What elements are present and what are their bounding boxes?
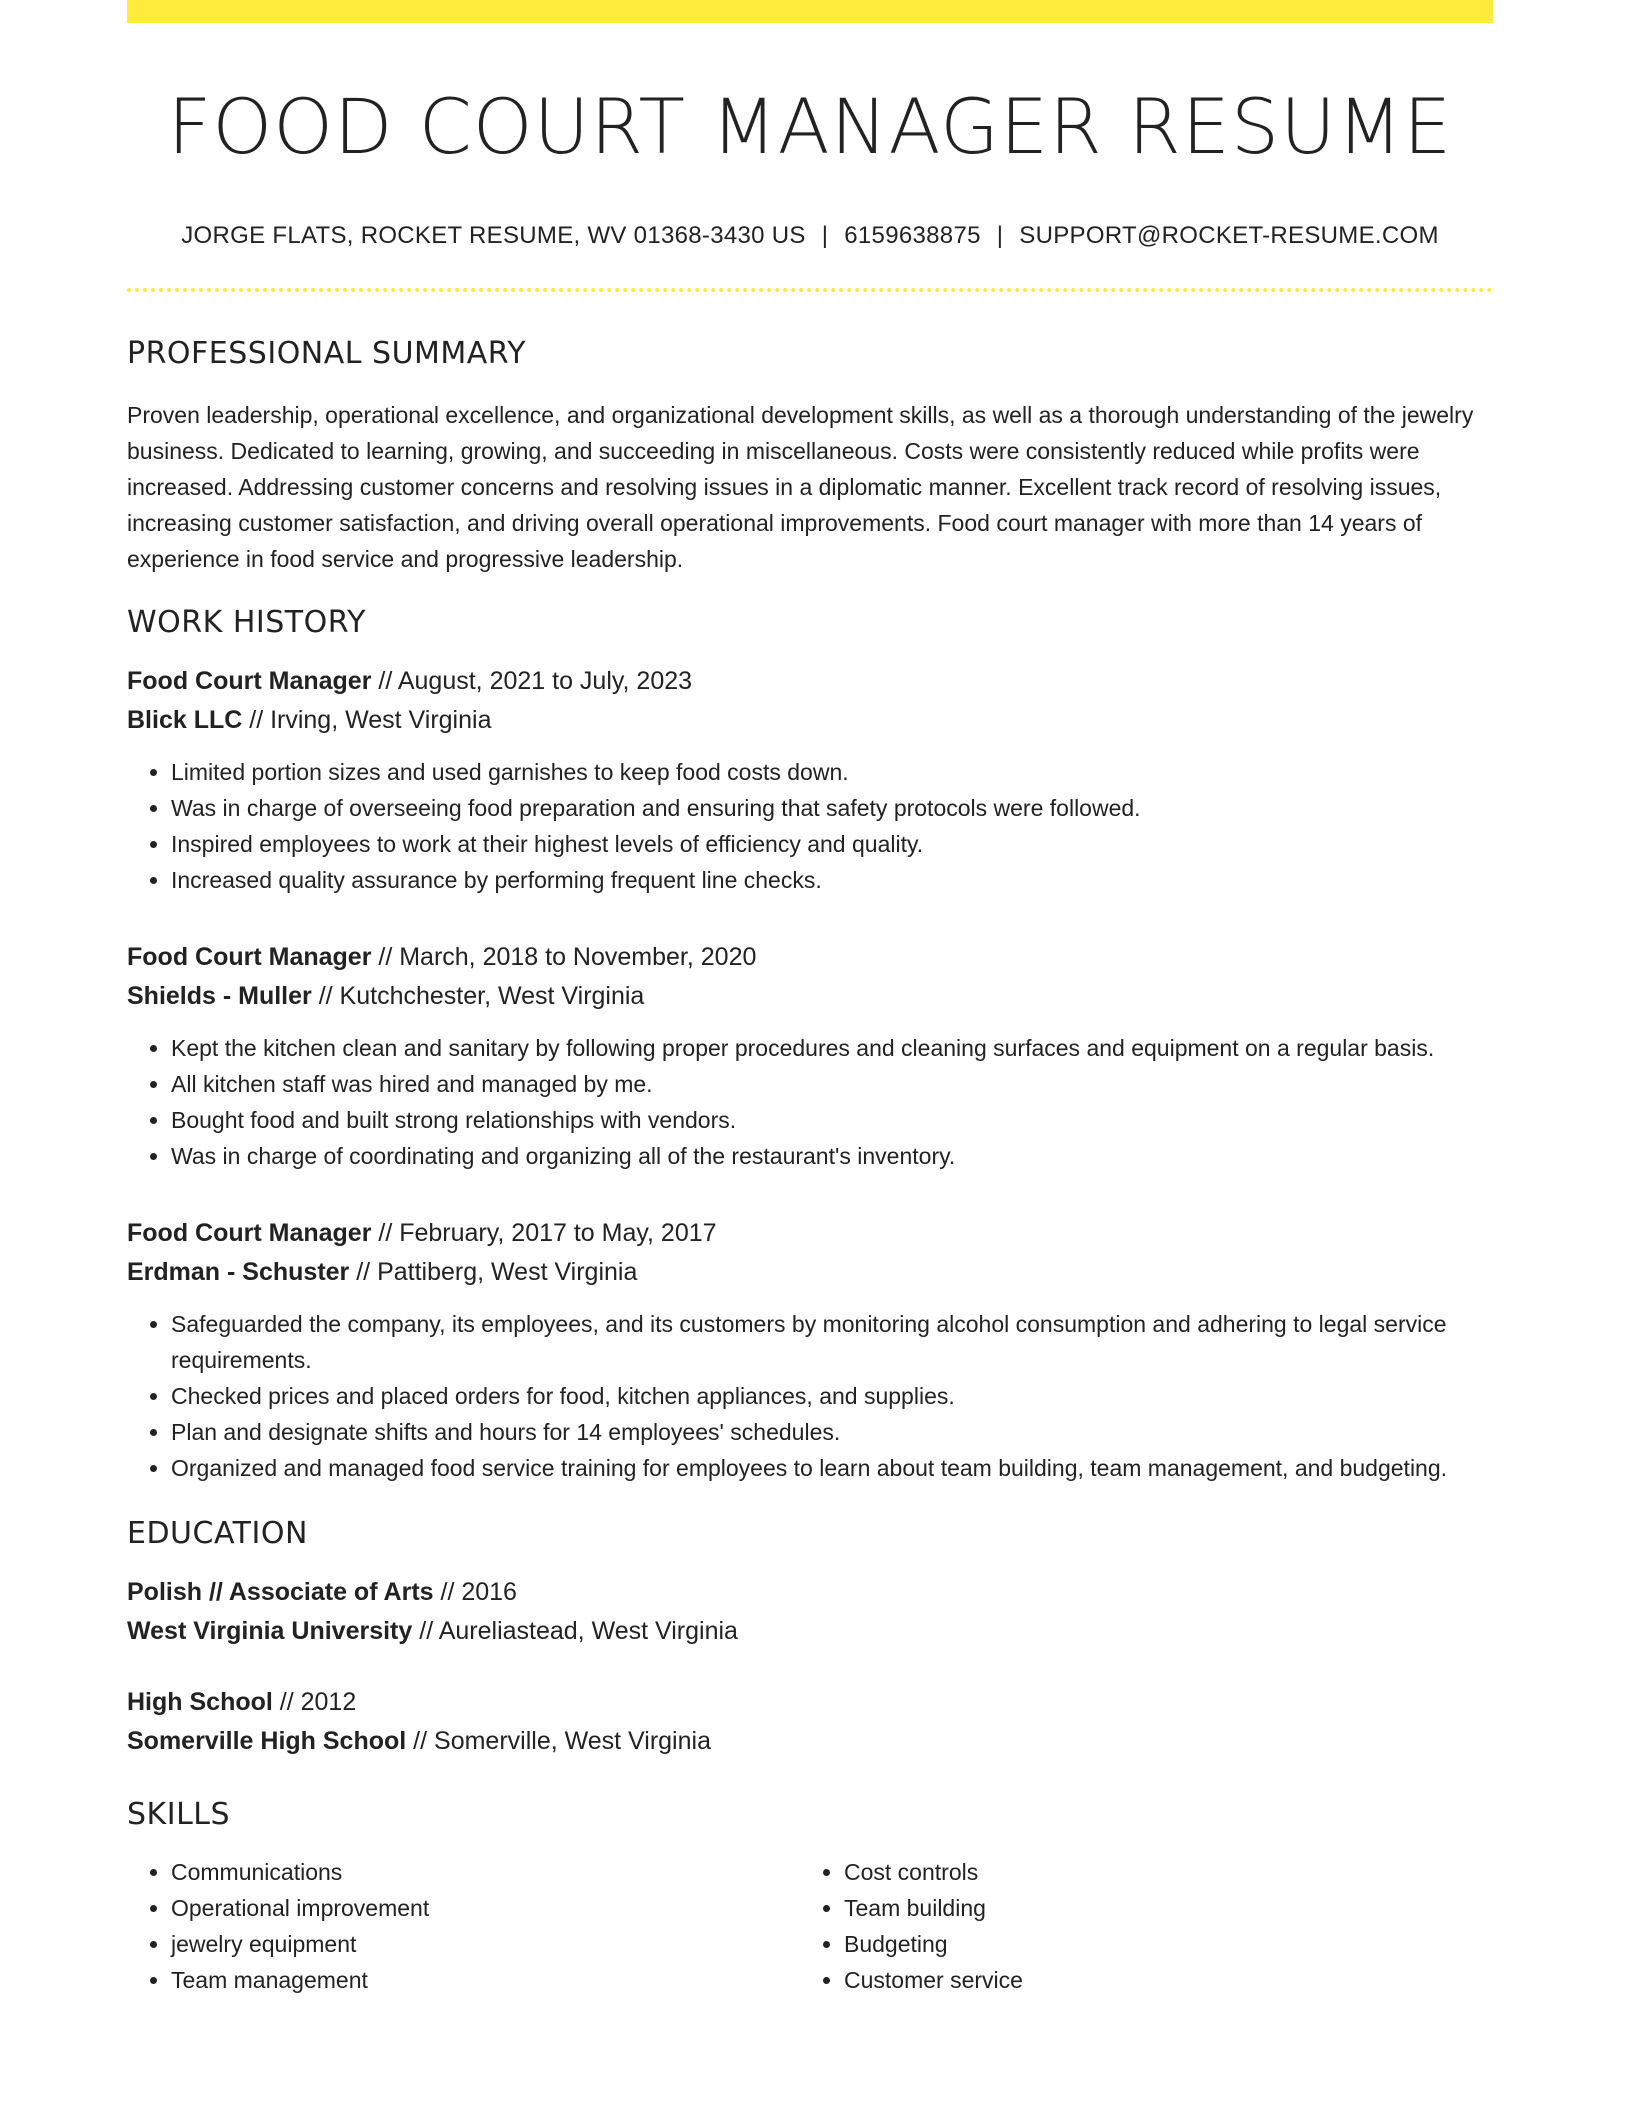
education-school-line — [127, 1722, 1493, 1761]
skills-columns — [127, 1854, 1493, 1998]
job-bullet: • Increased quality assurance by performing frequent line checks. — [171, 862, 1493, 898]
education-degree: Polish // Associate of Arts — [127, 1578, 434, 1607]
job-title: Food Court Manager — [127, 1219, 372, 1248]
education-school: Somerville High School — [127, 1727, 407, 1756]
job-bullet: • All kitchen staff was hired and managed by me. — [171, 1066, 1493, 1102]
skill-item: • Communications — [171, 1854, 800, 1890]
skills-left-column — [127, 1854, 800, 1998]
skill-item: • Team building — [844, 1890, 1473, 1926]
job-entry — [127, 938, 1493, 1174]
job-bullet: • Organized and managed food service training for employees to learn about team building, team management, and budgeting. — [171, 1450, 1493, 1486]
job-bullet: • Limited portion sizes and used garnishes to keep food costs down. — [171, 754, 1493, 790]
education-school: West Virginia University — [127, 1617, 413, 1646]
resume-title: FOOD COURT MANAGER RESUME — [167, 82, 1453, 171]
contact-separator: | — [821, 222, 829, 250]
education-location: // Somerville, West Virginia — [406, 1727, 711, 1756]
education-year: // 2016 — [433, 1578, 517, 1607]
dotted-divider — [127, 288, 1493, 292]
education-entry — [127, 1683, 1493, 1761]
job-bullet: • Kept the kitchen clean and sanitary by following proper procedures and cleaning surfaces and equipment on a regular basis. — [171, 1030, 1493, 1066]
job-title: Food Court Manager — [127, 667, 372, 696]
job-company-line — [127, 1253, 1493, 1292]
skill-item: • jewelry equipment — [171, 1926, 800, 1962]
contact-line — [127, 222, 1493, 250]
job-dates: // February, 2017 to May, 2017 — [371, 1219, 717, 1248]
contact-email: SUPPORT@ROCKET-RESUME.COM — [1019, 222, 1439, 250]
education-degree-line — [127, 1683, 1493, 1722]
education-degree-line — [127, 1573, 1493, 1612]
job-bullet: • Plan and designate shifts and hours for 14 employees' schedules. — [171, 1414, 1493, 1450]
skill-item: • Team management — [171, 1962, 800, 1998]
job-company: Blick LLC — [127, 706, 243, 735]
job-entry — [127, 1214, 1493, 1486]
job-title-line — [127, 1214, 1493, 1253]
skill-item: • Customer service — [844, 1962, 1473, 1998]
education-heading: EDUCATION — [127, 1516, 308, 1552]
job-bullet: • Safeguarded the company, its employees, and its customers by monitoring alcohol consumption and adhering to legal service requirements. — [171, 1306, 1493, 1378]
job-title-line — [127, 662, 1493, 701]
job-bullets — [127, 754, 1493, 898]
job-bullet: • Bought food and built strong relationships with vendors. — [171, 1102, 1493, 1138]
resume-page — [127, 0, 1493, 1998]
job-dates: // August, 2021 to July, 2023 — [371, 667, 693, 696]
job-company-line — [127, 977, 1493, 1016]
education-school-line — [127, 1612, 1493, 1651]
job-location: // Kutchchester, West Virginia — [311, 982, 645, 1011]
job-dates: // March, 2018 to November, 2020 — [371, 943, 757, 972]
skills-right-column — [800, 1854, 1473, 1998]
contact-address: JORGE FLATS, ROCKET RESUME, WV 01368-3430 US — [181, 222, 806, 250]
job-company: Shields - Muller — [127, 982, 312, 1011]
skills-heading: SKILLS — [127, 1797, 231, 1833]
top-accent-bar — [127, 0, 1493, 23]
job-location: // Pattiberg, West Virginia — [349, 1258, 638, 1287]
summary-heading: PROFESSIONAL SUMMARY — [127, 336, 527, 372]
skill-item: • Cost controls — [844, 1854, 1473, 1890]
job-company: Erdman - Schuster — [127, 1258, 350, 1287]
job-bullet: • Checked prices and placed orders for food, kitchen appliances, and supplies. — [171, 1378, 1493, 1414]
job-bullets — [127, 1030, 1493, 1174]
education-year: // 2012 — [272, 1688, 357, 1717]
job-entry — [127, 662, 1493, 898]
job-location: // Irving, West Virginia — [242, 706, 492, 735]
job-bullet: • Inspired employees to work at their highest levels of efficiency and quality. — [171, 826, 1493, 862]
contact-phone: 6159638875 — [844, 222, 981, 250]
job-bullets — [127, 1306, 1493, 1486]
job-title-line — [127, 938, 1493, 977]
education-location: // Aureliastead, West Virginia — [412, 1617, 738, 1646]
skill-item: • Operational improvement — [171, 1890, 800, 1926]
summary-text: Proven leadership, operational excellence, and organizational development skills, as well as a thorough understanding of the jewelry business. Dedicated to learning, growing, and succeeding in miscellaneous. Costs were consistently reduced while profits were increased. Addressing customer concerns and resolving issues in a diplomatic manner. Excellent track record of resolving issues, increasing customer satisfaction, and driving overall operational improvements. Food court manager with more than 14 years of experience in food service and progressive leadership. — [127, 402, 1474, 573]
job-bullet: • Was in charge of coordinating and organizing all of the restaurant's inventory. — [171, 1138, 1493, 1174]
job-title: Food Court Manager — [127, 943, 372, 972]
contact-separator: | — [996, 222, 1004, 250]
job-bullet: • Was in charge of overseeing food preparation and ensuring that safety protocols were followed. — [171, 790, 1493, 826]
work-history-heading: WORK HISTORY — [127, 605, 366, 641]
education-entry — [127, 1573, 1493, 1651]
job-company-line — [127, 701, 1493, 740]
skill-item: • Budgeting — [844, 1926, 1473, 1962]
education-degree: High School — [127, 1688, 273, 1717]
